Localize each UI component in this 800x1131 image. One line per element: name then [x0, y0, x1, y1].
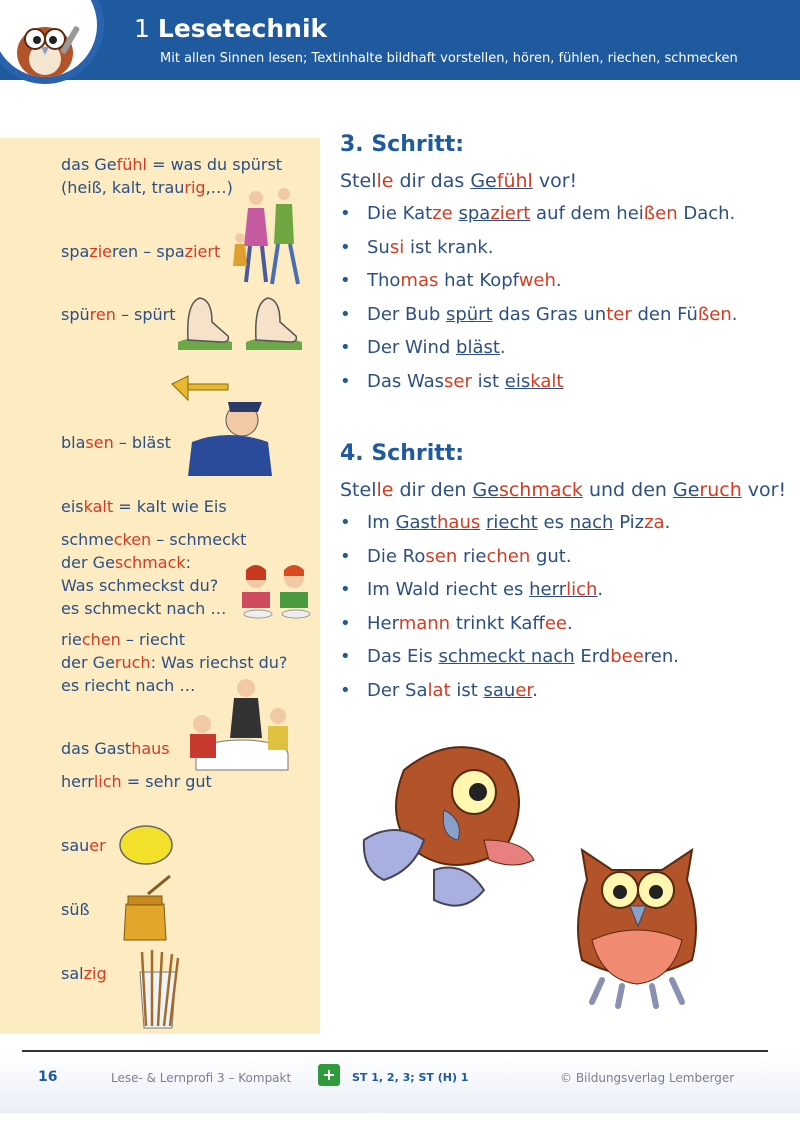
text-segment: rie — [457, 545, 487, 567]
sentence-item — [340, 640, 679, 674]
text-segment: hat Kopf — [438, 270, 519, 292]
text-segment: sen — [85, 433, 114, 452]
text-segment: sen — [425, 545, 458, 567]
text-segment: . — [664, 512, 671, 533]
text-segment: Ge — [470, 170, 497, 192]
page-subtitle: Mit allen Sinnen lesen; Textinhalte bildhaft vorstellen, hören, fühlen, riechen, schmecken — [160, 51, 738, 66]
text-segment: (heiß, kalt, trau — [61, 178, 185, 197]
text-segment: Der Bub — [367, 303, 446, 325]
text-segment: Der Sa — [367, 679, 428, 701]
text-segment: rie — [61, 630, 82, 649]
text-segment: rig — [184, 178, 206, 197]
text-segment: kalt — [83, 497, 114, 516]
vocab-salzig — [61, 962, 107, 985]
vocab-sauer — [61, 834, 106, 857]
text-segment: ze — [432, 203, 453, 224]
text-segment: Dach. — [677, 203, 736, 224]
vocab-spazieren — [61, 240, 220, 263]
text-segment: dir das — [393, 170, 471, 192]
text-segment: Das Was — [367, 370, 445, 392]
text-segment: spa — [458, 203, 491, 224]
text-segment: Die Ro — [367, 545, 426, 567]
vocab-gefuehl-examples — [61, 176, 233, 199]
vocab-schmeckst — [61, 574, 218, 597]
text-segment: er — [515, 679, 533, 701]
vocab-suess — [61, 898, 90, 921]
text-segment: bee — [610, 646, 644, 668]
text-segment: ruch — [699, 479, 742, 501]
text-segment: mas — [400, 270, 439, 292]
text-segment: = sehr gut — [121, 772, 212, 791]
text-segment: lich — [566, 579, 598, 601]
sentence-item — [340, 674, 679, 708]
page-number: 16 — [38, 1069, 58, 1085]
text-segment: sau — [61, 836, 90, 855]
sentence-item — [340, 607, 679, 641]
sentence-item — [340, 506, 679, 540]
text-segment: ziert — [490, 203, 531, 224]
honey-jar-icon — [120, 872, 176, 944]
text-segment: trinkt Kaf — [450, 612, 545, 634]
text-segment: auf dem hei — [530, 203, 644, 224]
text-segment: – bläst — [113, 433, 171, 452]
step4-sentence-list — [340, 506, 679, 708]
sentence-item — [340, 231, 737, 265]
text-segment: Die Kat — [367, 203, 433, 224]
text-segment: sal — [61, 964, 84, 983]
text-segment: es riecht nach … — [61, 676, 196, 695]
sentence-item — [340, 197, 737, 231]
text-segment: riecht — [485, 512, 538, 533]
vocab-schmeckt-nach — [61, 597, 226, 620]
text-segment: haus — [131, 739, 170, 758]
owl-mechanic-icon — [0, 0, 97, 77]
text-segment: schmack — [114, 553, 186, 572]
text-segment: zig — [83, 964, 107, 983]
pretzel-sticks-glass-icon — [132, 948, 184, 1030]
text-segment: schmeckt nach — [438, 646, 575, 668]
text-segment: le — [376, 170, 394, 192]
sentence-item — [340, 264, 737, 298]
text-segment: lich — [93, 772, 122, 791]
text-segment: Su — [367, 236, 390, 258]
sentence-item — [340, 298, 737, 332]
text-segment: Das Eis — [367, 646, 439, 668]
page-title: 1 Lesetechnik — [134, 14, 328, 43]
text-segment: ßen — [643, 203, 678, 224]
text-segment: der Ge — [61, 553, 115, 572]
standards-reference: ST 1, 2, 3; ST (H) 1 — [352, 1071, 469, 1084]
text-segment: herr — [529, 579, 567, 601]
text-segment: herr — [61, 772, 94, 791]
text-segment: chen — [81, 630, 121, 649]
plus-badge-icon: + — [318, 1064, 340, 1086]
text-segment: si — [389, 236, 405, 258]
text-segment: ser — [444, 370, 472, 392]
step4-heading: 4. Schritt: — [340, 441, 465, 466]
sentence-item — [340, 331, 737, 365]
text-segment: cken — [113, 530, 152, 549]
header-bar — [0, 0, 800, 80]
text-segment: sau — [483, 679, 516, 701]
text-segment: : Was riechst du? — [150, 653, 288, 672]
text-segment: schmack — [498, 479, 583, 501]
text-segment: nach — [569, 512, 614, 533]
book-title: Lese- & Lernprofi 3 – Kompakt — [111, 1071, 292, 1085]
text-segment: – riecht — [120, 630, 186, 649]
text-segment: Im — [367, 512, 396, 533]
text-segment: den Fü — [631, 303, 698, 325]
sitting-owl-icon — [552, 840, 722, 1010]
text-segment: za — [644, 512, 665, 533]
text-segment: Tho — [367, 270, 401, 292]
text-segment: Her — [367, 612, 399, 634]
text-segment: . — [566, 612, 573, 634]
text-segment: ist krank. — [404, 236, 494, 258]
text-segment: kalt — [530, 370, 564, 392]
text-segment: eis — [61, 497, 84, 516]
text-segment: ist — [450, 679, 484, 701]
text-segment: gut. — [530, 545, 572, 567]
text-segment: Ge — [472, 479, 499, 501]
text-segment: ist — [471, 370, 505, 392]
vocab-schmecken — [61, 528, 246, 551]
text-segment: . — [597, 579, 604, 601]
text-segment: zie — [89, 242, 112, 261]
text-segment: . — [499, 337, 506, 359]
step3-heading: 3. Schritt: — [340, 132, 465, 157]
text-segment: das Ge — [61, 155, 117, 174]
text-segment: bla — [61, 433, 86, 452]
text-segment: ßen — [697, 303, 732, 325]
trumpet-player-icon — [168, 372, 280, 476]
sentence-item — [340, 573, 679, 607]
text-segment: eis — [504, 370, 531, 392]
text-segment: fee — [544, 612, 567, 634]
text-segment: fühl — [116, 155, 147, 174]
restaurant-scene-icon — [182, 674, 294, 774]
text-segment: ziert — [184, 242, 221, 261]
vocab-spueren — [61, 303, 176, 326]
text-segment: es schmeckt nach … — [61, 599, 227, 618]
children-eating-icon — [236, 562, 316, 620]
text-segment: dir den — [393, 479, 473, 501]
step4-intro — [340, 479, 786, 501]
text-segment: der Ge — [61, 653, 115, 672]
text-segment: haus — [437, 512, 481, 533]
vocab-riecht-nach — [61, 674, 195, 697]
flying-owl-icon — [354, 730, 554, 920]
text-segment: le — [376, 479, 394, 501]
bare-feet-grass-icon — [172, 292, 306, 350]
text-segment: es — [537, 512, 570, 533]
text-segment: chen — [486, 545, 531, 567]
text-segment: das Gast — [61, 739, 132, 758]
text-segment: Gast — [395, 512, 437, 533]
text-segment: – schmeckt — [151, 530, 247, 549]
text-segment: lat — [427, 679, 451, 701]
text-segment: süß — [61, 900, 90, 919]
vocab-eiskalt — [61, 495, 227, 518]
text-segment: vor! — [532, 170, 578, 192]
text-segment: ter — [606, 303, 632, 325]
vocab-gefuehl — [61, 153, 282, 176]
owl-mascot-badge — [0, 0, 104, 84]
vocab-riechen — [61, 628, 185, 651]
text-segment: Stel — [340, 479, 377, 501]
text-segment: mann — [398, 612, 451, 634]
text-segment: weh — [518, 270, 556, 292]
text-segment: ren. — [643, 646, 680, 668]
text-segment: . — [555, 270, 562, 292]
copyright: © Bildungsverlag Lemberger — [560, 1071, 735, 1085]
text-segment: Piz — [613, 512, 645, 533]
text-segment: Erd — [574, 646, 611, 668]
text-segment: . — [731, 303, 738, 325]
text-segment: bläst — [456, 337, 500, 359]
text-segment: er — [89, 836, 106, 855]
text-segment: Was schmeckst du? — [61, 576, 219, 595]
step3-sentence-list — [340, 197, 737, 399]
sentence-item — [340, 365, 737, 399]
text-segment: – spürt — [115, 305, 176, 324]
walking-family-icon — [226, 184, 306, 288]
text-segment: Ge — [673, 479, 700, 501]
vocab-gasthaus — [61, 737, 170, 760]
text-segment: = was du spürst — [146, 155, 283, 174]
text-segment: = kalt wie Eis — [113, 497, 227, 516]
text-segment: spü — [61, 305, 90, 324]
text-segment: und den — [582, 479, 673, 501]
text-segment: ren — [89, 305, 116, 324]
vocab-geruch — [61, 651, 287, 674]
text-segment: ren – spa — [111, 242, 185, 261]
step3-intro — [340, 170, 577, 192]
text-segment: . — [532, 679, 538, 701]
text-segment: vor! — [741, 479, 787, 501]
text-segment: Stel — [340, 170, 377, 192]
text-segment: Im Wald riecht es — [367, 579, 530, 601]
sentence-item — [340, 540, 679, 574]
text-segment: spa — [61, 242, 90, 261]
text-segment: : — [185, 553, 192, 572]
footer-divider — [22, 1050, 768, 1052]
text-segment: ruch — [114, 653, 151, 672]
text-segment: Der Wind — [367, 337, 457, 359]
text-segment: schme — [61, 530, 114, 549]
text-segment: fühl — [496, 170, 533, 192]
vocab-blasen — [61, 431, 171, 454]
lemon-icon — [116, 822, 176, 868]
text-segment: spürt — [445, 303, 493, 325]
vocab-geschmack — [61, 551, 191, 574]
text-segment: ,…) — [205, 178, 233, 197]
text-segment: das Gras un — [492, 303, 607, 325]
